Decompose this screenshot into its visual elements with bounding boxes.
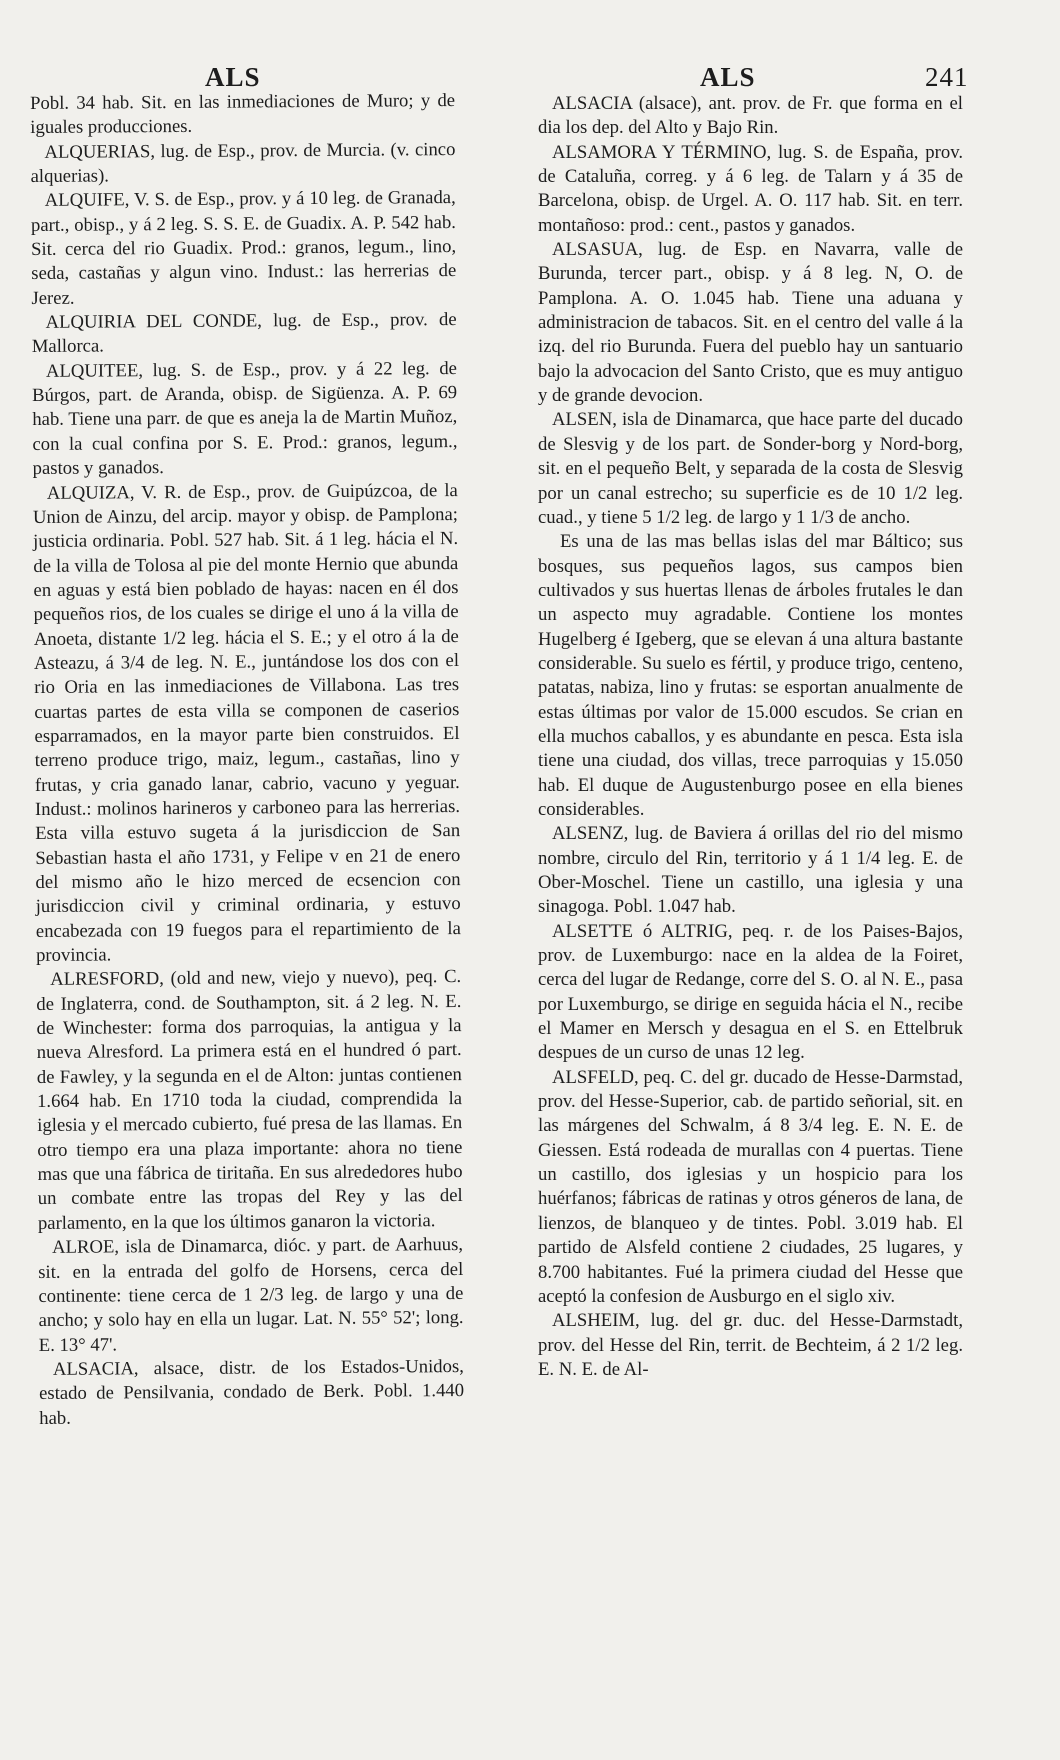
entry-paragraph: Es una de las mas bellas islas del mar Báltico; sus bosques, sus pequeños lagos, sus campos bien cultivados y sus huertas llenas de árboles frutales le dan un aspecto muy agradable. Contiene los montes Hugelberg é Igeberg, que se elevan á una altura bastante considerable. Su suelo es fértil, y produce trigo, centeno, patatas, nabiza, lino y frutas: se esportan anualmente de estas últimas por valor de 15.000 escudos. Se crian en ella muchos caballos, y es abundante en pesca. Esta isla tiene una ciudad, dos villas, trece parroquias y 15.050 hab. El duque de Augustenburgo posee en ella bienes considerables. <box>538 531 963 820</box>
page-number: 241 <box>925 62 969 92</box>
dictionary-entry: ALSACIA, alsace, distr. de los Estados-Unidos, estado de Pensilvania, condado de Berk. Pobl. 1.440 hab. <box>39 1355 465 1429</box>
dictionary-entry: ALQUIZA, V. R. de Esp., prov. de Guipúzcoa, de la Union de Ainzu, del arcip. mayor y obisp. de Pamplona; justicia ordinaria. Pobl. 527 hab. Sit. á 1 leg. hácia el N. de la villa de Tolosa al pie del monte Hernio que abunda en aguas y está bien poblado de hayas: nacen en él dos pequeños rios, de los cuales se dirige el uno á la villa de Anoeta, distante 1/2 leg. hácia el S. E.; y el otro á la de Asteazu, á 3/4 de leg. N. E., juntándose los dos con el rio Oria en las inmediaciones de Villabona. Las tres cuartas partes de esta villa se componen de caserios esparramados, en la mayor parte bien construidos. El terreno produce trigo, maiz, legum., castañas, lino y frutas, y cria ganado lanar, cabrio, vacuno y yeguar. Indust.: molinos harineros y carboneo para las herrerias. Esta villa estuvo sugeta á la jurisdiccion de San Sebastian hasta el año 1731, y Felipe v en 21 de enero del mismo año le hizo merced de ecsencion con jurisdiccion civil y criminal ordinaria, y estuvo encabezada con 19 fuegos para el repartimiento de la provincia. <box>32 479 461 967</box>
dictionary-entry: ALSETTE ó ALTRIG, peq. r. de los Paises-Bajos, prov. de Luxemburgo: nace en la aldea de la Foiret, cerca del lugar de Redange, corre del S. O. al N. E., pasa por Luxemburgo, se dirige en seguida hácia el N., recibe el Mamer en Mersch y desagua en el S. en Ettelbruk despues de un curso de unas 12 leg. <box>538 920 963 1064</box>
dictionary-entry: ALQUIFE, V. S. de Esp., prov. y á 10 leg. de Granada, part., obisp., y á 2 leg. S. S. E. de Guadix. A. P. 542 hab. Sit. cerca del rio Guadix. Prod.: granos, legum., lino, seda, castañas y algun vino. Indust.: las herrerias de Jerez. <box>30 187 457 309</box>
dictionary-entry: ALRESFORD, (old and new, viejo y nuevo), peq. C. de Inglaterra, cond. de Southampton, sit. á 2 leg. N. E. de Winchester: forma dos parroquias, la antigua y la nueva Alresford. La primera está en el hundred ó part. de Fawley, y la segunda en el de Alton: juntas contienen 1.664 hab. En 1710 toda la ciudad, comprendida la iglesia y el mercado cubierto, fué presa de las llamas. En otro tiempo era una plaza importante: ahora no tiene mas que una fábrica de tiritaña. En sus alrededores hubo un combate entre las tropas del Rey y las del parlamento, en la que los últimos ganaron la victoria. <box>36 966 463 1234</box>
dictionary-entry: ALQUERIAS, lug. de Esp., prov. de Murcia. (v. cinco alquerias). <box>30 138 456 188</box>
right-running-head: ALS <box>700 62 756 92</box>
dictionary-entry: ALSACIA (alsace), ant. prov. de Fr. que forma en el dia los dep. del Alto y Bajo Rin. <box>538 93 963 139</box>
dictionary-entry: ALSENZ, lug. de Baviera á orillas del rio del mismo nombre, circulo del Rin, territorio y á 1 1/4 leg. E. de Ober-Moschel. Tiene un castillo, una iglesia y una sinagoga. Pobl. 1.047 hab. <box>538 823 963 918</box>
left-running-head: ALS <box>205 62 261 92</box>
right-column <box>538 92 963 1382</box>
dictionary-entry: ALSFELD, peq. C. del gr. ducado de Hesse-Darmstad, prov. del Hesse-Superior, cab. de partido señorial, sit. en las márgenes del Schwalm, á 8 3/4 leg. E. N. E. de Giessen. Está rodeada de murallas con 4 puertas. Tiene un castillo, dos iglesias y un hospicio para los huérfanos; fábricas de ratinas y otros géneros de lana, de lienzos, de blanqueo y de tintes. Pobl. 3.019 hab. El partido de Alsfeld contiene 2 ciudades, 25 lugares, y 8.700 habitantes. Fué la primera ciudad del Hesse que aceptó la confesion de Ausburgo en el siglo xiv. <box>538 1066 963 1307</box>
dictionary-entry: ALSHEIM, lug. del gr. duc. del Hesse-Darmstadt, prov. del Hesse del Rin, territ. de Bechteim, á 2 1/2 leg. E. N. E. de Al- <box>538 1310 963 1380</box>
dictionary-entry: ALROE, isla de Dinamarca, dióc. y part. de Aarhuus, sit. en la entrada del golfo de Horsens, cerca del continente: tiene cerca de 1 2/3 leg. de largo y una de ancho; y solo hay en ella un lugar. Lat. N. 55° 52'; long. E. 13° 47'. <box>38 1234 464 1356</box>
dictionary-entry: ALQUITEE, lug. S. de Esp., prov. y á 22 leg. de Búrgos, part. de Aranda, obisp. de Sigüenza. A. P. 69 hab. Tiene una parr. de que es aneja la de Martin Muñoz, con la cual confina por S. E. Prod.: granos, legum., pastos y ganados. <box>32 357 458 480</box>
dictionary-entry: ALQUIRIA DEL CONDE, lug. de Esp., prov. de Mallorca. <box>31 309 457 358</box>
dictionary-entry: ALSEN, isla de Dinamarca, que hace parte del ducado de Slesvig y de los part. de Sonder-borg y Nord-borg, sit. en el pequeño Belt, y separada de la costa de Slesvig por un canal estrecho; su superficie es de 10 1/2 leg. cuad., y tiene 5 1/2 leg. de largo y 1 1/3 de ancho. <box>538 409 963 528</box>
entry-paragraph: Pobl. 34 hab. Sit. en las inmediaciones de Muro; y de iguales producciones. <box>30 90 456 139</box>
left-column <box>30 89 464 1431</box>
dictionary-entry: ALSASUA, lug. de Esp. en Navarra, valle de Burunda, tercer part., obisp. y á 8 leg. N, O. de Pamplona. A. O. 1.045 hab. Tiene una aduana y administracion de tabacos. Sit. en el centro del valle á la izq. del rio Burunda. Fuera del pueblo hay un santuario bajo la advocacion del Santo Cristo, que es muy antiguo y de grande devocion. <box>538 239 963 407</box>
dictionary-entry: ALSAMORA Y TÉRMINO, lug. S. de España, prov. de Cataluña, correg. y á 6 leg. de Talarn y á 35 de Barcelona, obisp. de Urgel. A. O. 117 hab. Sit. en terr. montañoso: prod.: cent., pastos y ganados. <box>538 141 963 236</box>
